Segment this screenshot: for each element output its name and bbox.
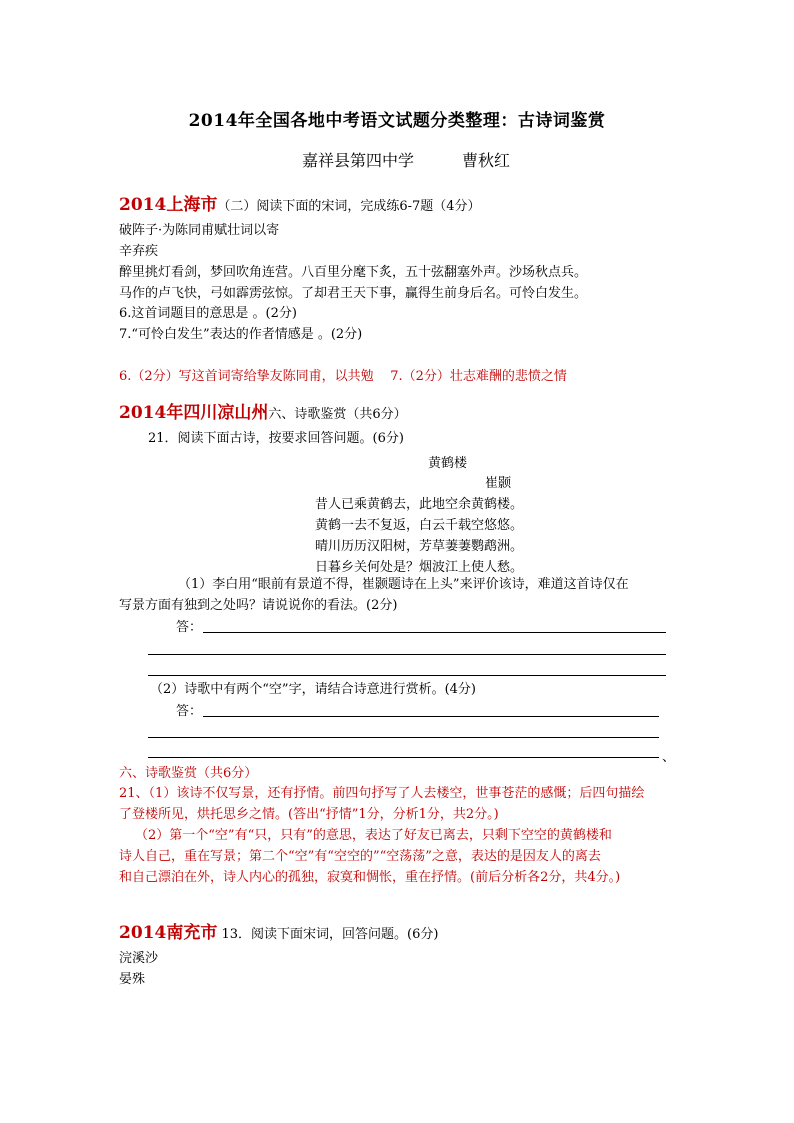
answer-line[interactable]: [148, 675, 666, 676]
answer-line[interactable]: [203, 716, 659, 717]
poem-title: 破阵子·为陈同甫赋壮词以寄: [119, 223, 280, 238]
question-7: 7.“可怜白发生”表达的作者情感是 。(2分): [119, 327, 363, 342]
answer-line[interactable]: [148, 654, 666, 655]
answer-key-line: （2）第一个“空”有“只，只有”的意思，表达了好友已离去，只剩下空空的黄鹤楼和: [135, 828, 612, 843]
byline: [302, 148, 510, 171]
section-intro: 13．阅读下面宋词，回答问题。(6分): [221, 927, 439, 942]
answer-key-header: 六、诗歌鉴赏（共6分）: [119, 766, 258, 781]
section-nanchong-header: [119, 918, 438, 943]
subquestion-1-cont: 写景方面有独到之处吗？请说说你的看法。(2分): [119, 598, 398, 613]
poet-name: 晏殊: [119, 972, 146, 987]
subquestion-2: （2）诗歌中有两个“空”字，请结合诗意进行赏析。(4分): [150, 682, 476, 697]
section-intro: 六、诗歌鉴赏（共6分）: [268, 407, 407, 422]
author-name: 曹秋红: [462, 151, 511, 170]
page-title: 2014年全国各地中考语文试题分类整理：古诗词鉴赏: [188, 111, 606, 131]
trailing-mark: 、: [662, 750, 676, 765]
answer-line[interactable]: [148, 737, 659, 738]
answer-key: 6.（2分）写这首词寄给挚友陈同甫，以共勉 7.（2分）壮志难酬的悲愤之情: [119, 369, 567, 384]
answer-line[interactable]: [203, 632, 666, 633]
answer-key-line: 21、（1）该诗不仅写景，还有抒情。前四句抒写了人去楼空，世事苍茫的感慨；后四句描绘: [119, 786, 645, 801]
section-intro: （二）阅读下面的宋词，完成练6-7题（4分）: [217, 199, 481, 214]
poem-line: 马作的卢飞快，弓如霹雳弦惊。了却君王天下事，赢得生前身后名。可怜白发生。: [119, 286, 588, 301]
answer-line[interactable]: [148, 757, 659, 758]
question-21: 21．阅读下面古诗，按要求回答问题。(6分): [148, 431, 404, 446]
city-label: 2014年四川凉山州: [119, 403, 269, 423]
answer-label: 答：: [176, 704, 203, 719]
subquestion-1: （1）李白用“眼前有景道不得，崔颢题诗在上头”来评价该诗，难道这首诗仅在: [178, 577, 629, 592]
school-name: 嘉祥县第四中学: [302, 151, 415, 170]
section-liangshan-header: [119, 398, 407, 423]
section-shanghai-header: [119, 190, 481, 215]
poem-title: 浣溪沙: [119, 951, 159, 966]
poem-line: 日暮乡关何处是？烟波江上使人愁。: [315, 560, 524, 575]
city-label: 2014南充市: [119, 923, 218, 943]
poem-line: 黄鹤一去不复返，白云千载空悠悠。: [315, 518, 524, 533]
answer-key-line: 和自己漂泊在外，诗人内心的孤独，寂寞和惆怅，重在抒情。(前后分析各2分，共4分。): [119, 870, 621, 885]
poem-line: 昔人已乘黄鹤去，此地空余黄鹤楼。: [315, 497, 524, 512]
poem-line: 晴川历历汉阳树，芳草萋萋鹦鹉洲。: [315, 539, 524, 554]
question-6: 6.这首词题目的意思是 。(2分): [119, 306, 297, 321]
answer-label: 答：: [176, 620, 203, 635]
poet-name: 崔颢: [485, 476, 512, 491]
answer-key-line: 了登楼所见，烘托思乡之情。(答出“抒情”1分，分析1分，共2分。): [119, 807, 499, 822]
poet-name: 辛弃疾: [119, 244, 159, 259]
poem-title: 黄鹤楼: [428, 456, 468, 471]
answer-key-line: 诗人自己，重在写景；第二个“空”有“空空的”“空荡荡”之意，表达的是因友人的离去: [119, 849, 601, 864]
city-label: 2014上海市: [119, 195, 218, 215]
poem-line: 醉里挑灯看剑，梦回吹角连营。八百里分麾下炙，五十弦翻塞外声。沙场秋点兵。: [119, 265, 588, 280]
